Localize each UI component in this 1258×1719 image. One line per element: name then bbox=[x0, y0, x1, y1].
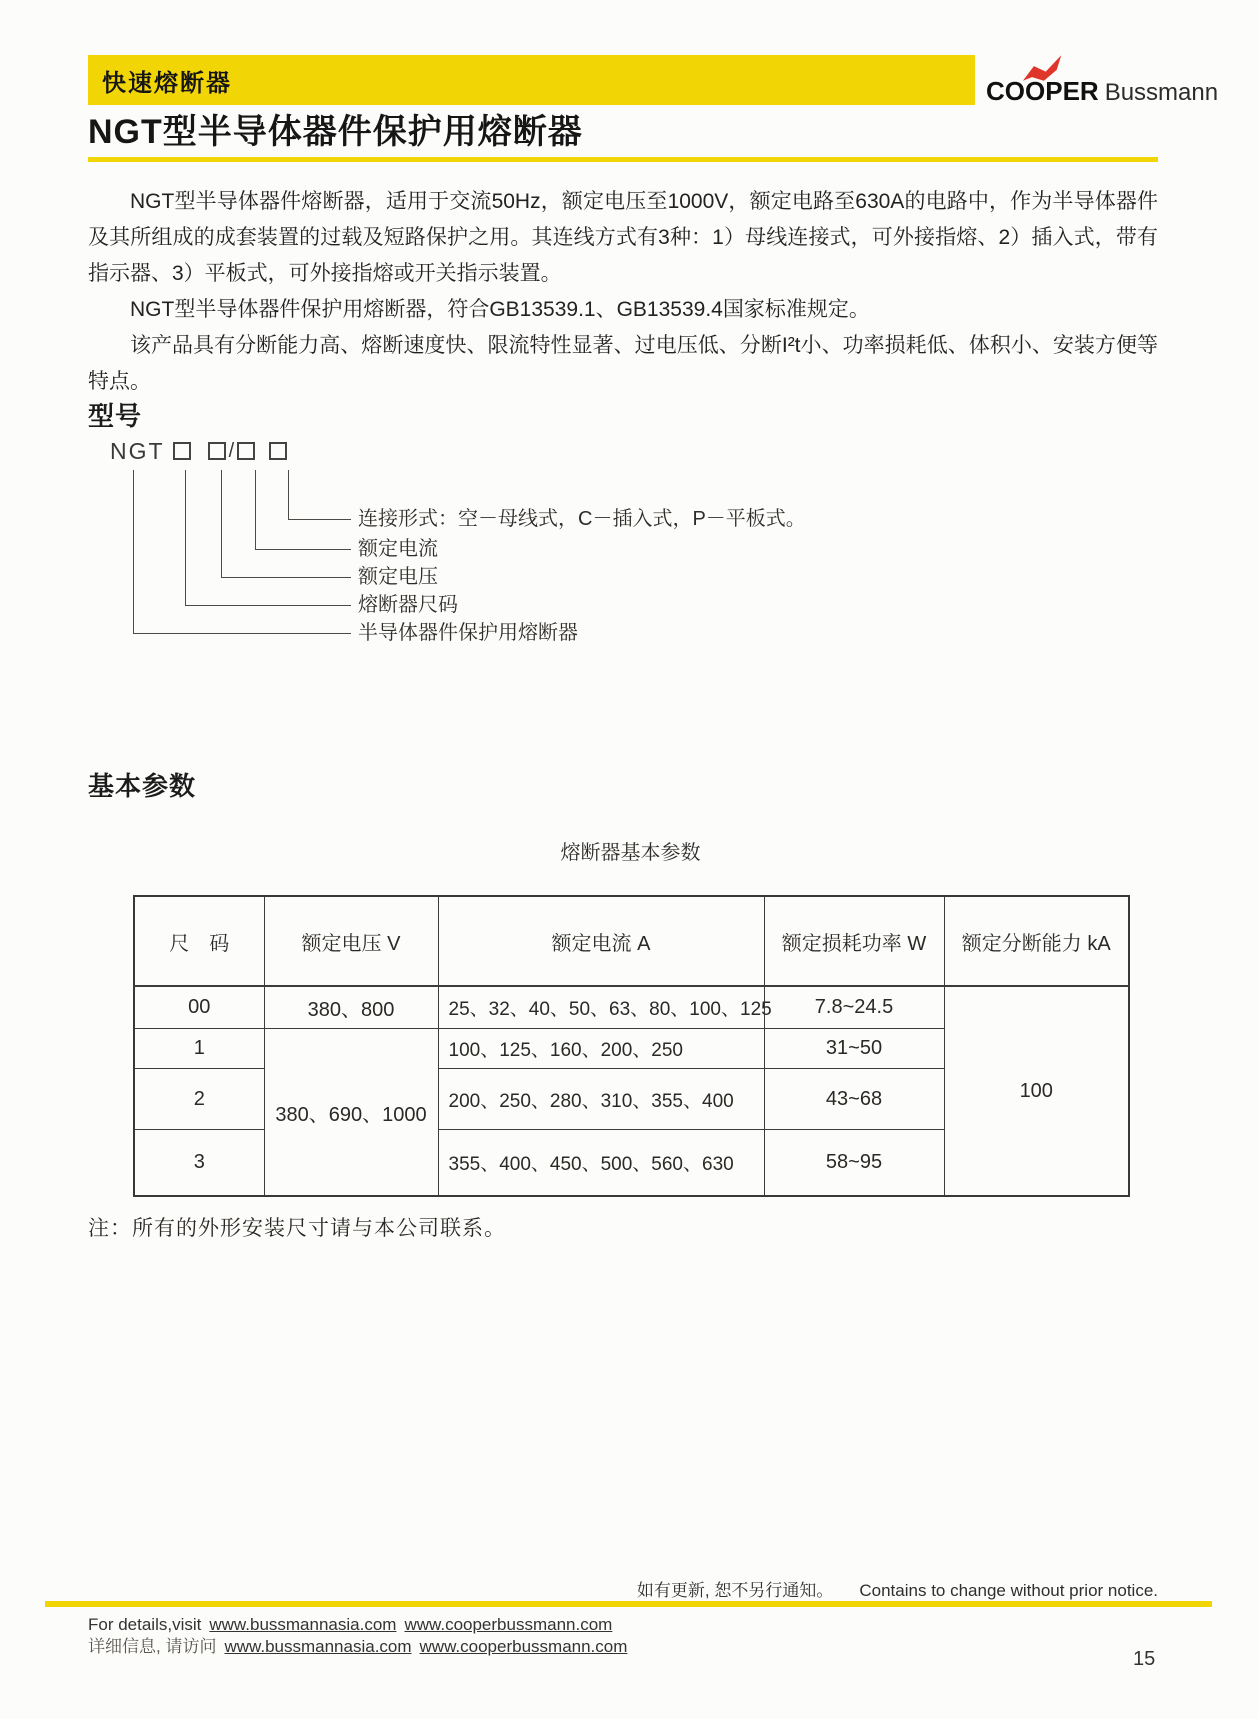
table-title: 熔断器基本参数 bbox=[560, 842, 701, 864]
page-number: 15 bbox=[1133, 1648, 1156, 1670]
params-section-heading: 基本参数 bbox=[88, 771, 197, 801]
model-digit-box-3 bbox=[237, 442, 255, 460]
intro-paragraph-3: 该产品具有分断能力高、熔断速度快、限流特性显著、过电压低、分断I²t小、功率损耗低、体积小、安装方便等特点。 bbox=[88, 334, 1158, 393]
footer-divider bbox=[45, 1601, 1212, 1607]
logo-bussmann-wordmark: Bussmann bbox=[1104, 79, 1219, 106]
cell-voltage-merged: 380、690、1000 bbox=[264, 1029, 438, 1197]
cell-current: 200、250、280、310、355、400 bbox=[438, 1069, 764, 1130]
category-label: 快速熔断器 bbox=[102, 69, 232, 97]
logo-text bbox=[986, 76, 1218, 107]
cell-current: 100、125、160、200、250 bbox=[438, 1029, 764, 1069]
change-notice-en: Contains to change without prior notice. bbox=[859, 1581, 1158, 1600]
cell-power: 31~50 bbox=[764, 1029, 944, 1069]
change-notice bbox=[88, 1576, 1158, 1601]
category-banner bbox=[88, 55, 975, 105]
model-separator: / bbox=[228, 439, 235, 462]
intro-paragraph-2: NGT型半导体器件保护用熔断器，符合GB13539.1、GB13539.4国家标准规定。 bbox=[130, 298, 870, 321]
cell-size: 2 bbox=[134, 1069, 264, 1130]
intro-section bbox=[88, 184, 1158, 400]
intro-paragraph-1: NGT型半导体器件熔断器，适用于交流50Hz，额定电压至1000V，额定电路至630A的电路中，作为半导体器件及其所组成的成套装置的过载及短路保护之用。其连线方式有3种：1）母线连接式，可外接指熔、2）插入式，带有指示器、3）平板式，可外接指熔或开关指示装置。 bbox=[88, 190, 1158, 285]
model-code-line bbox=[110, 437, 287, 464]
cell-size: 3 bbox=[134, 1130, 264, 1197]
model-label-rated-voltage: 额定电压 bbox=[358, 566, 438, 588]
table-header-row bbox=[134, 896, 1129, 986]
model-label-series-name: 半导体器件保护用熔断器 bbox=[358, 622, 578, 644]
cell-current: 25、32、40、50、63、80、100、125 bbox=[438, 986, 764, 1029]
col-header-current: 额定电流 A bbox=[438, 896, 764, 986]
change-notice-cn: 如有更新, 恕不另行通知。 bbox=[636, 1581, 834, 1600]
footer-links-cn-prefix: 详细信息, 请访问 bbox=[88, 1637, 217, 1656]
footer-links-en-prefix: For details,visit bbox=[88, 1615, 202, 1634]
model-label-connection-type: 连接形式：空－母线式，C－插入式，P－平板式。 bbox=[358, 508, 806, 530]
page-title: NGT型半导体器件保护用熔断器 bbox=[88, 113, 583, 151]
link-bussmannasia-cn[interactable]: www.bussmannasia.com bbox=[224, 1637, 412, 1656]
cell-power: 58~95 bbox=[764, 1130, 944, 1197]
table-row bbox=[134, 986, 1129, 1029]
col-header-size: 尺 码 bbox=[134, 896, 264, 986]
model-digit-box-2 bbox=[208, 442, 226, 460]
cell-breaking-capacity: 100 bbox=[944, 986, 1129, 1196]
model-code-diagram bbox=[88, 438, 1158, 663]
cell-size: 1 bbox=[134, 1029, 264, 1069]
cell-power: 7.8~24.5 bbox=[764, 986, 944, 1029]
model-digit-box-1 bbox=[173, 442, 191, 460]
cell-power: 43~68 bbox=[764, 1069, 944, 1130]
col-header-power: 额定损耗功率 W bbox=[764, 896, 944, 986]
col-header-voltage: 额定电压 V bbox=[264, 896, 438, 986]
model-prefix: NGT bbox=[110, 437, 165, 464]
cooper-bussmann-logo bbox=[986, 54, 1219, 106]
link-cooperbussmann-cn[interactable]: www.cooperbussmann.com bbox=[419, 1637, 628, 1656]
footer-links-en bbox=[88, 1614, 627, 1636]
link-cooperbussmann[interactable]: www.cooperbussmann.com bbox=[404, 1615, 613, 1634]
model-digit-box-4 bbox=[269, 442, 287, 460]
logo-cooper-wordmark: COOPER bbox=[986, 76, 1099, 106]
connector-line-5 bbox=[133, 470, 351, 634]
model-label-fuse-size: 熔断器尺码 bbox=[358, 594, 458, 616]
basic-parameters-table bbox=[133, 895, 1130, 1197]
model-section-heading: 型号 bbox=[88, 401, 143, 431]
table-footnote: 注：所有的外形安装尺寸请与本公司联系。 bbox=[88, 1217, 506, 1240]
cell-voltage: 380、800 bbox=[264, 986, 438, 1029]
cell-size: 00 bbox=[134, 986, 264, 1029]
cell-current: 355、400、450、500、560、630 bbox=[438, 1130, 764, 1197]
model-label-rated-current: 额定电流 bbox=[358, 538, 438, 560]
title-underline bbox=[88, 157, 1158, 162]
link-bussmannasia[interactable]: www.bussmannasia.com bbox=[209, 1615, 397, 1634]
footer-links bbox=[88, 1614, 627, 1658]
col-header-breaking: 额定分断能力 kA bbox=[944, 896, 1129, 986]
footer-links-cn bbox=[88, 1636, 627, 1658]
